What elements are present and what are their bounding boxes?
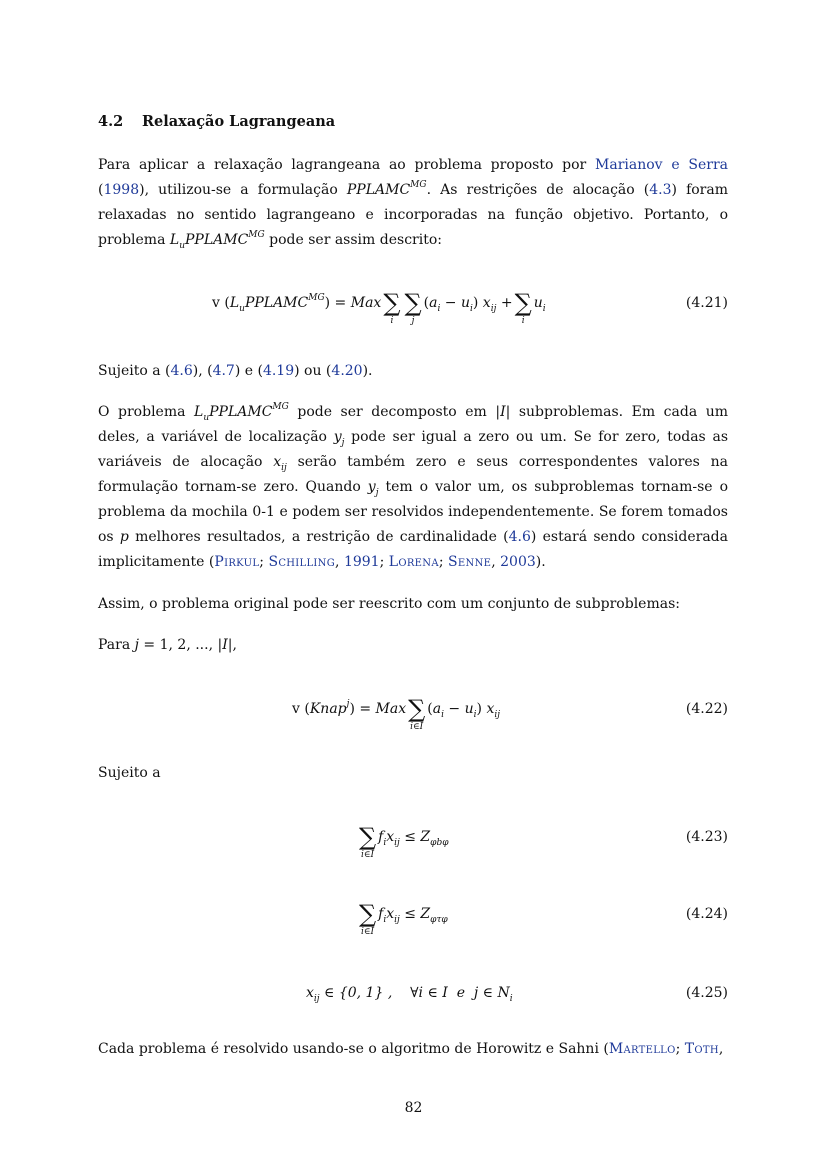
math-sub: ij [494, 710, 501, 720]
equation-number: (4.21) [685, 295, 728, 311]
math-text: p [119, 529, 129, 545]
math-text: u [533, 295, 543, 311]
text: serão também zero e seus correspondentes valores na formulação tornam-se zero. Quando [98, 454, 728, 495]
sum-index: i∈I [361, 927, 375, 937]
math-sub: i [441, 710, 444, 720]
text: ) ou ( [294, 363, 332, 379]
text: ), ( [192, 363, 213, 379]
math-sub: ij [313, 994, 320, 1004]
text: ). [535, 554, 546, 570]
citation-year-link[interactable]: 1998 [103, 182, 140, 198]
text: |, [227, 637, 237, 653]
math-sub: i [437, 304, 441, 314]
math-text: ≤ Z [399, 829, 431, 845]
math-text: ∈ {0, 1} , ∀i ∈ I e j ∈ N [319, 985, 510, 1001]
text: Para aplicar a relaxação lagrangeana ao problema proposto por [98, 157, 596, 173]
paragraph-decomposition [98, 400, 728, 575]
math-var [273, 454, 287, 473]
equation-ref-link[interactable]: 4.6 [508, 529, 531, 545]
math-sup: MG [272, 402, 289, 412]
math-sub: i [383, 915, 387, 925]
math-sub: i [470, 304, 473, 314]
equation-4-23 [0, 824, 827, 874]
citation-link[interactable]: Toth [684, 1041, 719, 1057]
text: ( [98, 182, 104, 198]
citation-year-link[interactable]: 2003 [500, 554, 536, 570]
summation: ∑ i [514, 289, 532, 326]
text: Cada problema é resolvido usando-se o algoritmo de Horowitz e Sahni ( [98, 1041, 609, 1057]
section-number: 4.2 [98, 113, 124, 130]
citation-year-link[interactable]: 1991 [343, 554, 380, 570]
math-sub: φbφ [430, 838, 449, 848]
equation-4-22: v (Knap$^j$) = Max ∑ i∈I $(a_i - u_i)$ $x_{ij}$ (4.22) [292, 695, 728, 732]
paragraph-subject-to-2: Sujeito a [98, 765, 161, 781]
paragraph-horowitz [98, 1037, 728, 1062]
math-text: y [367, 479, 376, 495]
paragraph-for-j [98, 633, 728, 658]
math-sub: ij [490, 304, 497, 314]
math-model [347, 182, 427, 198]
section-heading [98, 113, 335, 130]
sum-index: i [521, 316, 525, 326]
summation: ∑ i∈I [408, 695, 426, 732]
math-text: j [134, 637, 139, 653]
math-text: PPLAMC [184, 232, 249, 248]
citation-link[interactable]: Martello [608, 1041, 676, 1057]
equation-4-21: v $(L_uPPLAMC^{MG})$ = Max ∑ i ∑ j $(a_i - u_i) x_{ij}$ + ∑ i $u_i$ (4.21) [212, 289, 728, 326]
text: . As restrições de alocação ( [426, 182, 650, 198]
text: ) estará sendo considerada implicitamente ( [98, 529, 728, 570]
text: pode ser assim descrito: [264, 232, 442, 248]
sum-index: i [390, 316, 394, 326]
math-sup: j [346, 699, 350, 709]
math-sup: MG [308, 293, 325, 303]
paragraph-subject-to [98, 359, 728, 384]
equation-4-24 [0, 901, 827, 951]
text: , [718, 1041, 724, 1057]
math-text: I [222, 637, 228, 653]
math-text: f [378, 829, 384, 845]
equation-ref-link[interactable]: 4.6 [170, 363, 193, 379]
equation-number: (4.23) [685, 829, 728, 845]
math-sub: i [509, 994, 513, 1004]
math-sub: i [383, 838, 387, 848]
math-text: x [386, 906, 395, 922]
section-title: Relaxação Lagrangeana [142, 113, 336, 130]
citation-link[interactable]: Lorena [388, 554, 439, 570]
math-var [333, 429, 345, 448]
equation-ref-link[interactable]: 4.3 [649, 182, 672, 198]
math-text: y [333, 429, 342, 445]
text: melhores resultados, a restrição de cardinalidade ( [128, 529, 509, 545]
paragraph-rewrite: Assim, o problema original pode ser reescrito com um conjunto de subproblemas: [98, 596, 680, 612]
math-text: PPLAMC [209, 404, 273, 420]
text: pode ser decomposto em | [288, 404, 501, 420]
summation: ∑ i∈I [359, 823, 377, 860]
math-var [367, 479, 379, 498]
text: ; [259, 554, 269, 570]
text: ; [675, 1041, 685, 1057]
paragraph-intro [98, 153, 728, 253]
math-text: x [386, 829, 395, 845]
text: , [335, 554, 344, 570]
equation-4-25 [0, 980, 827, 1030]
math-sup: MG [410, 180, 427, 190]
summation: ∑ i [383, 289, 401, 326]
math-sub: j [341, 438, 345, 448]
text: pode ser igual a zero ou um. Se for zero, todas as variáveis de alocação [98, 429, 728, 470]
text: O problema [98, 404, 195, 420]
citation-link[interactable]: Schilling [268, 554, 336, 570]
equation-number: (4.24) [685, 906, 728, 922]
math-lmodel [169, 230, 265, 251]
page-number: 82 [404, 1100, 423, 1116]
math-text: ≤ Z [399, 906, 431, 922]
math-sub: u [179, 241, 185, 251]
text: Sujeito a ( [98, 363, 171, 379]
math-sub: u [203, 413, 210, 423]
math-text: PPLAMC [244, 295, 309, 311]
text: ) e ( [234, 363, 263, 379]
equation-number: (4.25) [685, 985, 728, 1001]
math-text: x [273, 454, 282, 470]
equation-ref-link[interactable]: 4.19 [262, 363, 295, 379]
text: tem o valor um, os subproblemas tornam-se o problema da mochila 0-1 e podem ser resolvidos independentemente. Se forem tomados os [98, 479, 729, 545]
math-sub: ij [394, 915, 400, 925]
sum-index: i∈I [361, 850, 375, 860]
text: | subproblemas. Em cada um deles, a variável de localização [98, 404, 729, 445]
citation-link[interactable]: Marianov e Serra [595, 157, 728, 173]
math-text: f [378, 906, 384, 922]
math-sub: i [542, 304, 546, 314]
text: ; [379, 554, 389, 570]
math-text: L [169, 232, 180, 248]
text: ) foram relaxadas no sentido lagrangeano e incorporadas na função objetivo. Portanto, o problema [98, 182, 728, 248]
sum-index: j [411, 316, 415, 326]
math-text: L [194, 404, 204, 420]
citation-link[interactable]: Senne [448, 554, 492, 570]
math-sub: u [239, 304, 245, 314]
math-sub: ij [281, 463, 287, 473]
text: ), utilizou-se a formulação [139, 182, 347, 198]
math-sub: i [473, 710, 477, 720]
math-sub: ij [394, 838, 400, 848]
summation: ∑ i∈I [359, 900, 377, 937]
math-sub: j [375, 488, 379, 498]
text: Para [98, 637, 135, 653]
text: ). [362, 363, 373, 379]
sum-index: i∈I [410, 722, 424, 732]
equation-ref-link[interactable]: 4.7 [212, 363, 235, 379]
equation-ref-link[interactable]: 4.20 [331, 363, 363, 379]
summation: ∑ j [404, 289, 422, 326]
text: = 1, 2, ..., | [138, 637, 223, 653]
math-text: x [306, 985, 314, 1001]
math-sub: φτφ [430, 915, 448, 925]
text: ; [438, 554, 449, 570]
text: , [491, 554, 501, 570]
math-lmodel [194, 402, 289, 423]
math-text: I [500, 404, 506, 420]
math-text: L [229, 295, 240, 311]
math-text: PPLAMC [346, 182, 411, 198]
equation-number: (4.22) [685, 701, 728, 717]
math-sup: MG [248, 230, 265, 240]
citation-link[interactable]: Pirkul [214, 554, 260, 570]
